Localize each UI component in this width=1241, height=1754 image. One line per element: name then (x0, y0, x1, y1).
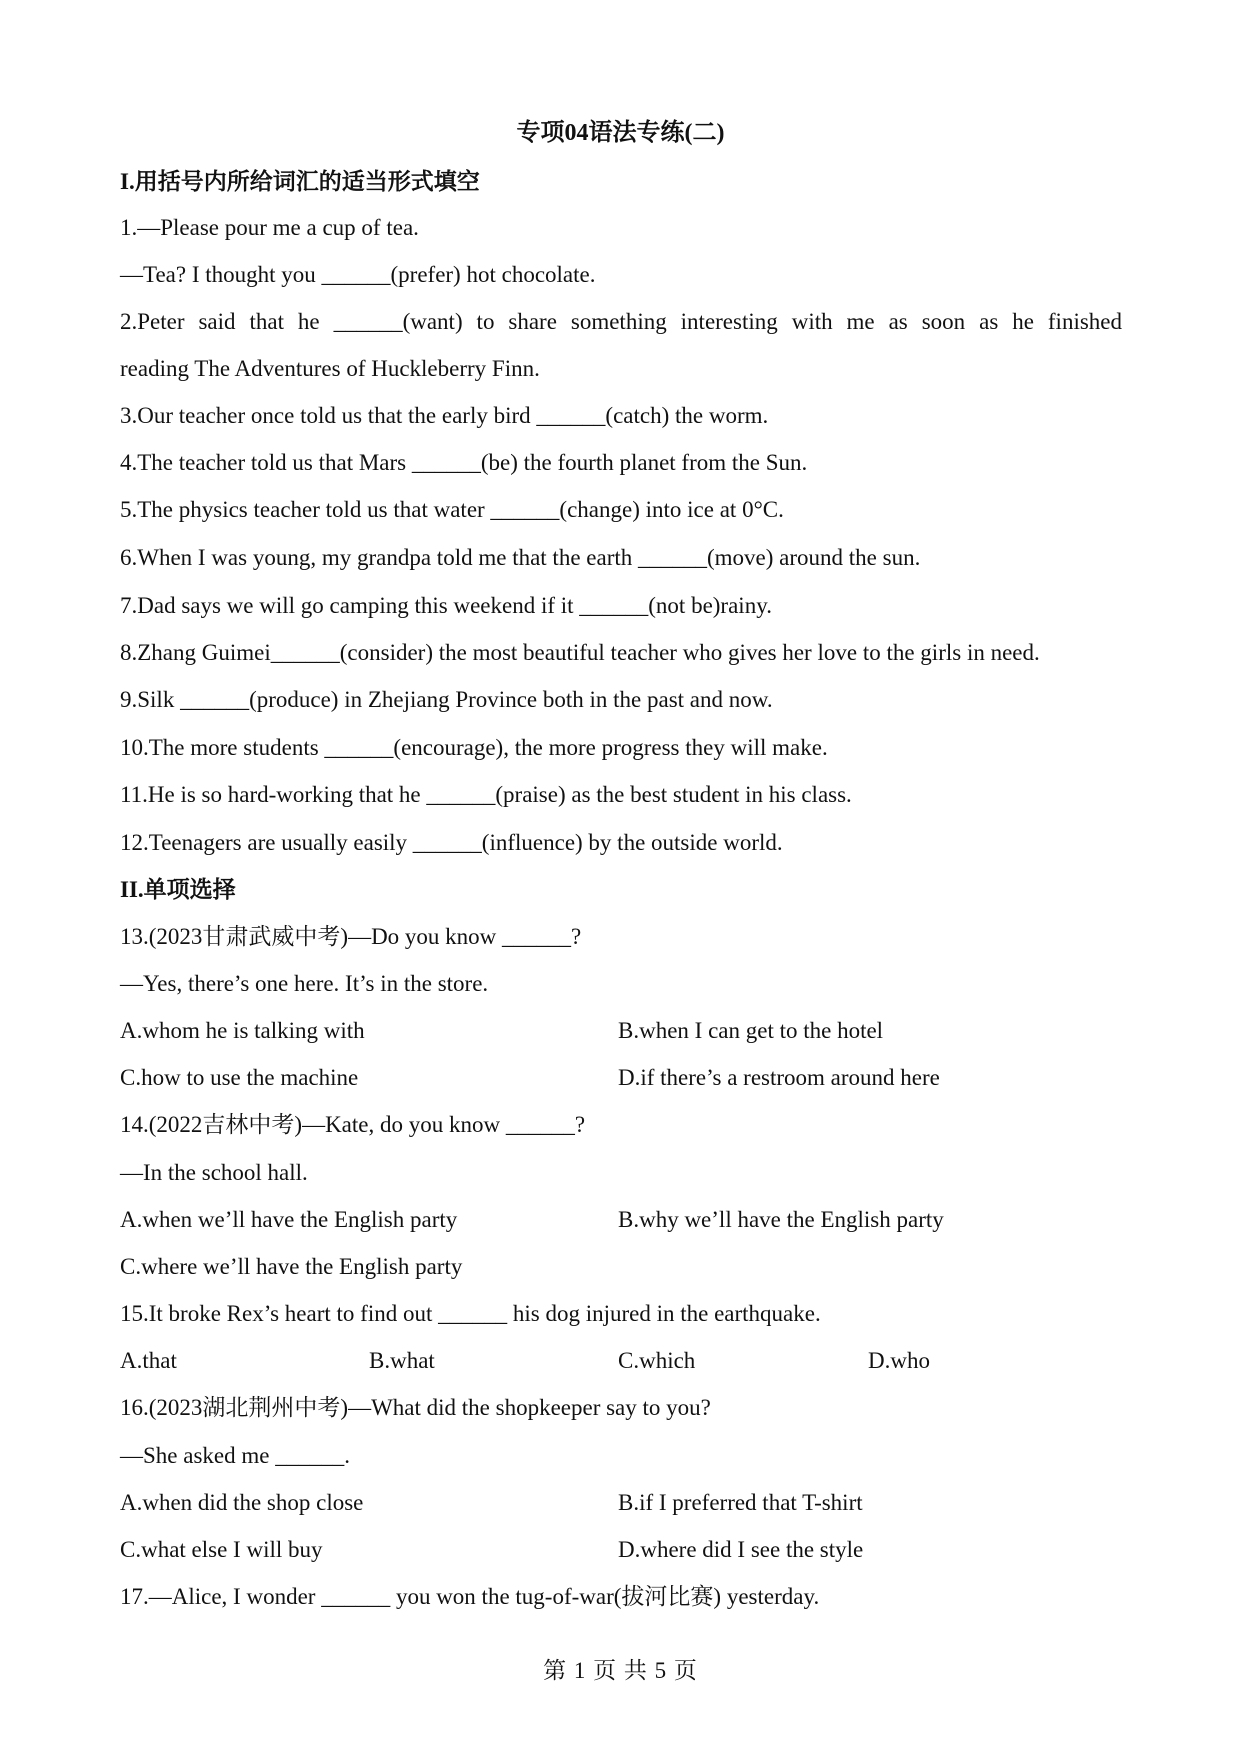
question-line: reading The Adventures of Huckleberry Finn. (120, 356, 540, 381)
section-2-heading: II.单项选择 (120, 877, 236, 902)
question-line: 3.Our teacher once told us that the early bird ______(catch) the worm. (120, 403, 769, 428)
question-line: —Tea? I thought you ______(prefer) hot chocolate. (120, 262, 596, 287)
q13-option-a: A.whom he is talking with (120, 1018, 365, 1043)
q15-stem: 15.It broke Rex’s heart to find out ______ his dog injured in the earthquake. (120, 1301, 821, 1326)
q13-option-c: C.how to use the machine (120, 1065, 359, 1090)
q13-reply: —Yes, there’s one here. It’s in the store. (120, 971, 489, 996)
question-line: 1.—Please pour me a cup of tea. (120, 215, 419, 240)
page-footer: 第 1 页 共 5 页 (543, 1658, 698, 1683)
q13-option-b: B.when I can get to the hotel (618, 1018, 884, 1043)
q16-stem: 16.(2023湖北荆州中考)—What did the shopkeeper say to you? (120, 1395, 711, 1420)
question-line: 6.When I was young, my grandpa told me that the earth ______(move) around the sun. (120, 545, 921, 570)
question-line: 5.The physics teacher told us that water ______(change) into ice at 0°C. (120, 497, 784, 522)
q16-reply: —She asked me ______. (120, 1443, 350, 1468)
q16-option-c: C.what else I will buy (120, 1537, 323, 1562)
question-line: 4.The teacher told us that Mars ______(be) the fourth planet from the Sun. (120, 450, 808, 475)
q16-option-a: A.when did the shop close (120, 1490, 364, 1515)
q14-option-c: C.where we’ll have the English party (120, 1254, 463, 1279)
q16-option-b: B.if I preferred that T-shirt (618, 1490, 863, 1515)
question-line: 8.Zhang Guimei______(consider) the most beautiful teacher who gives her love to the girls in need. (120, 640, 1040, 665)
page-title: 专项04语法专练(二) (516, 120, 725, 146)
q14-reply: —In the school hall. (120, 1160, 308, 1185)
question-line: 11.He is so hard-working that he ______(praise) as the best student in his class. (120, 782, 852, 807)
question-line: 7.Dad says we will go camping this weekend if it ______(not be)rainy. (120, 593, 772, 618)
q13-stem: 13.(2023甘肃武威中考)—Do you know ______? (120, 924, 582, 949)
q15-option-a: A.that (120, 1348, 177, 1373)
q13-option-d: D.if there’s a restroom around here (618, 1065, 940, 1090)
q17-stem: 17.—Alice, I wonder ______ you won the tug-of-war(拔河比赛) yesterday. (120, 1584, 820, 1609)
q15-option-d: D.who (868, 1348, 930, 1373)
question-line: 12.Teenagers are usually easily ______(influence) by the outside world. (120, 830, 783, 855)
q15-option-c: C.which (618, 1348, 696, 1373)
section-1-heading: I.用括号内所给词汇的适当形式填空 (120, 169, 480, 194)
question-line: 2.Peter said that he ______(want) to share something interesting with me as soon as he finished (120, 309, 1122, 334)
q14-stem: 14.(2022吉林中考)—Kate, do you know ______? (120, 1112, 586, 1137)
q14-option-a: A.when we’ll have the English party (120, 1207, 458, 1232)
q16-option-d: D.where did I see the style (618, 1537, 864, 1562)
question-line: 9.Silk ______(produce) in Zhejiang Province both in the past and now. (120, 687, 773, 712)
question-line: 10.The more students ______(encourage), the more progress they will make. (120, 735, 828, 760)
q15-option-b: B.what (369, 1348, 435, 1373)
q14-option-b: B.why we’ll have the English party (618, 1207, 944, 1232)
